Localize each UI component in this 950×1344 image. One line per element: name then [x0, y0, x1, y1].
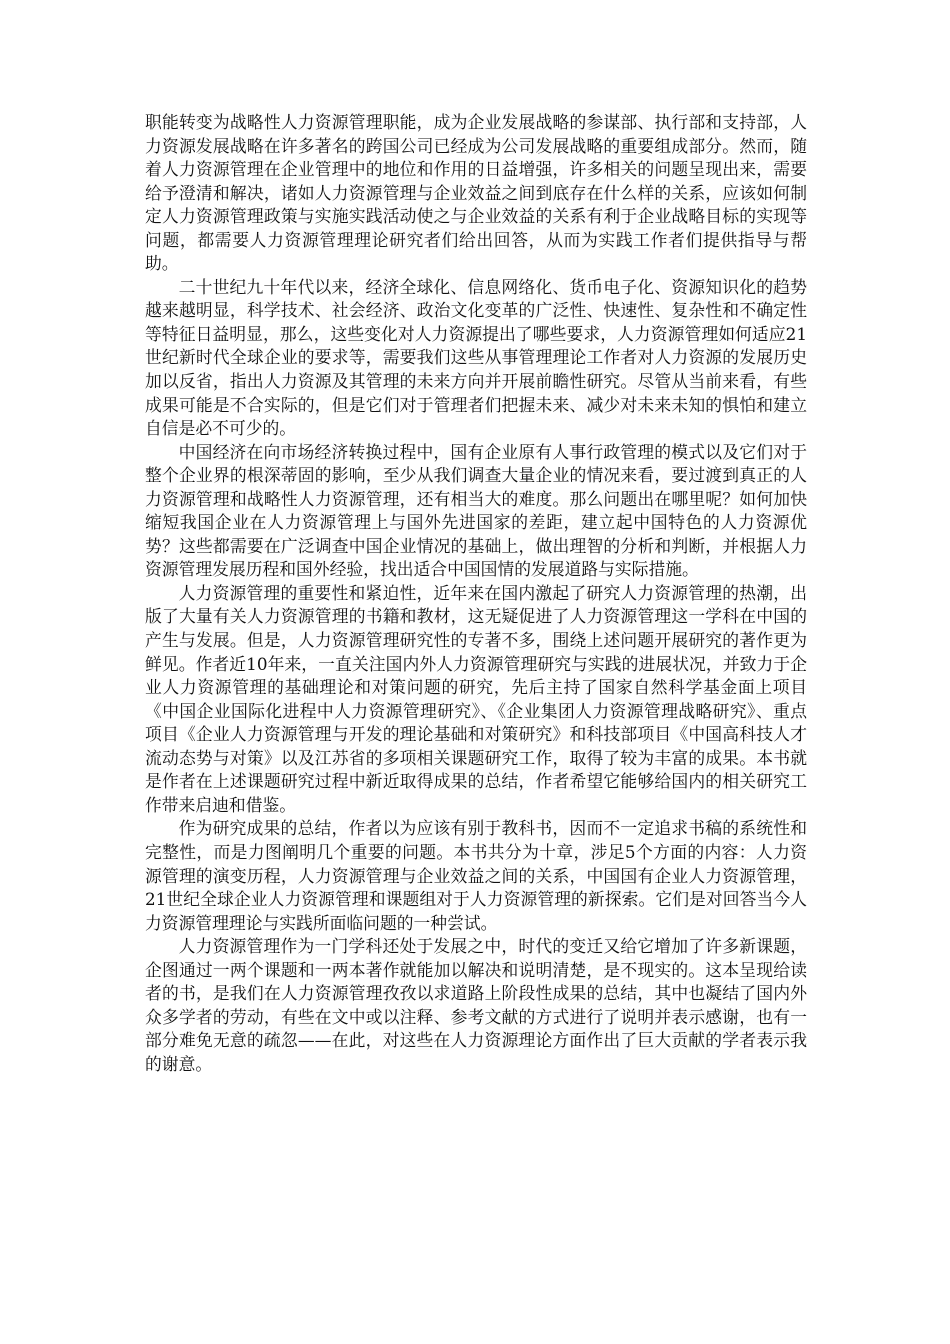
paragraph-1: 职能转变为战略性人力资源管理职能，成为企业发展战略的参谋部、执行部和支持部，人力资源发展战略在许多著名的跨国公司已经成为公司发展战略的重要组成部分。然而，随着人力资源管理在企业管理中的地位和作用的日益增强，许多相关的问题呈现出来，需要给予澄清和解决，诸如人力资源管理与企业效益之间到底存在什么样的关系，应该如何制定人力资源管理政策与实施实践活动使之与企业效益的关系有利于企业战略目标的实现等问题，都需要人力资源管理理论研究者们给出回答，从而为实践工作者们提供指导与帮助。 — [145, 112, 807, 274]
paragraph-5: 作为研究成果的总结，作者以为应该有别于教科书，因而不一定追求书稿的系统性和完整性，而是力图阐明几个重要的问题。本书共分为十章，涉足5个方面的内容：人力资源管理的演变历程，人力资源管理与企业效益之间的关系，中国国有企业人力资源管理，21世纪全球企业人力资源管理和课题组对于人力资源管理的新探索。它们是对回答当今人力资源管理理论与实践所面临问题的一种尝试。 — [145, 818, 807, 933]
paragraph-4: 人力资源管理的重要性和紧迫性，近年来在国内激起了研究人力资源管理的热潮，出版了大量有关人力资源管理的书籍和教材，这无疑促进了人力资源管理这一学科在中国的产生与发展。但是，人力资源管理研究性的专著不多，围绕上述问题开展研究的著作更为鲜见。作者近10年来，一直关注国内外人力资源管理研究与实践的进展状况，并致力于企业人力资源管理的基础理论和对策问题的研究，先后主持了国家自然科学基金面上项目《中国企业国际化进程中人力资源管理研究》、《企业集团人力资源管理战略研究》、重点项目《企业人力资源管理与开发的理论基础和对策研究》和科技部项目《中国高科技人才流动态势与对策》以及江苏省的多项相关课题研究工作，取得了较为丰富的成果。本书就是作者在上述课题研究过程中新近取得成果的总结，作者希望它能够给国内的相关研究工作带来启迪和借鉴。 — [145, 582, 807, 815]
paragraph-3: 中国经济在向市场经济转换过程中，国有企业原有人事行政管理的模式以及它们对于整个企业界的根深蒂固的影响，至少从我们调查大量企业的情况来看，要过渡到真正的人力资源管理和战略性人力资源管理，还有相当大的难度。那么问题出在哪里呢？如何加快缩短我国企业在人力资源管理上与国外先进国家的差距，建立起中国特色的人力资源优势？这些都需要在广泛调查中国企业情况的基础上，做出理智的分析和判断，并根据人力资源管理发展历程和国外经验，找出适合中国国情的发展道路与实际措施。 — [145, 441, 807, 580]
body-text — [145, 111, 807, 1076]
paragraph-2: 二十世纪九十年代以来，经济全球化、信息网络化、货币电子化、资源知识化的趋势越来越明显，科学技术、社会经济、政治文化变革的广泛性、快速性、复杂性和不确定性等特征日益明显，那么，这些变化对人力资源提出了哪些要求，人力资源管理如何适应21世纪新时代全球企业的要求等，需要我们这些从事管理理论工作者对人力资源的发展历史加以反省，指出人力资源及其管理的未来方向并开展前瞻性研究。尽管从当前来看，有些成果可能是不合实际的，但是它们对于管理者们把握未来、减少对未来未知的惧怕和建立自信是必不可少的。 — [145, 276, 807, 439]
paragraph-6: 人力资源管理作为一门学科还处于发展之中，时代的变迁又给它增加了许多新课题，企图通过一两个课题和一两本著作就能加以解决和说明清楚，是不现实的。这本呈现给读者的书，是我们在人力资源管理孜孜以求道路上阶段性成果的总结，其中也凝结了国内外众多学者的劳动，有些在文中或以注释、参考文献的方式进行了说明并表示感谢，也有一部分难免无意的疏忽——在此，对这些在人力资源理论方面作出了巨大贡献的学者表示我的谢意。 — [145, 936, 807, 1074]
